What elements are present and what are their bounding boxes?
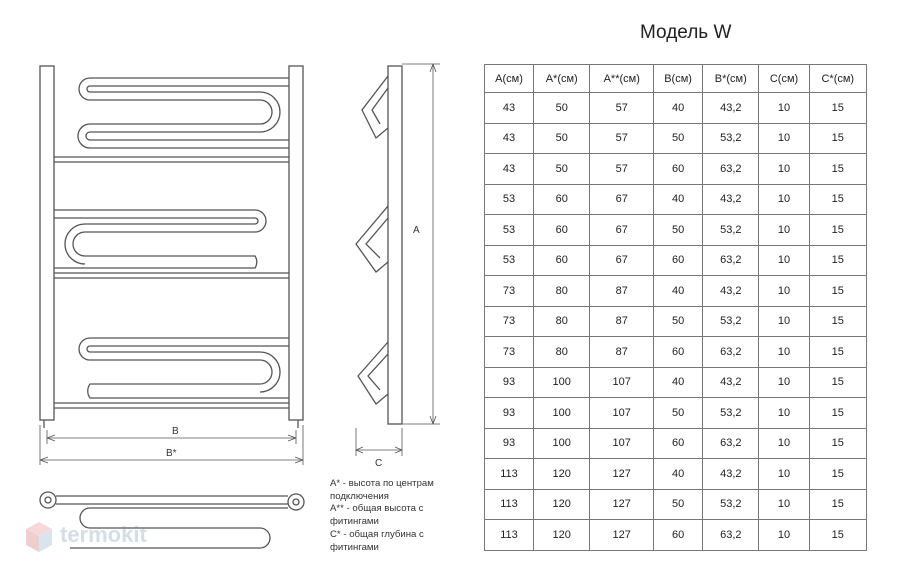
table-row [485,215,867,246]
side-hook-2 [356,206,388,272]
table-cell: 15 [809,184,866,215]
dim-label-b-star: В* [166,448,177,459]
table-cell: 15 [809,306,866,337]
column-header: А*(см) [534,65,590,93]
table-row [485,459,867,490]
table-cell: 57 [590,93,654,124]
table-cell: 15 [809,123,866,154]
serpentine-3 [79,338,289,398]
table-cell: 10 [759,215,809,246]
table-cell: 53,2 [703,306,759,337]
side-hook-3 [358,342,388,404]
table-cell: 60 [534,215,590,246]
table-cell: 127 [590,520,654,551]
cube-icon [24,520,54,554]
table-cell: 10 [759,123,809,154]
table-cell: 53,2 [703,215,759,246]
table-row [485,367,867,398]
table-cell: 40 [654,276,703,307]
table-cell: 127 [590,459,654,490]
table-cell: 15 [809,154,866,185]
table-cell: 40 [654,93,703,124]
side-hook-1 [362,76,388,138]
table-row [485,398,867,429]
dim-label-c: С [375,458,383,469]
table-cell: 40 [654,184,703,215]
table-cell: 10 [759,276,809,307]
table-row [485,428,867,459]
table-cell: 10 [759,398,809,429]
table-cell: 10 [759,520,809,551]
table-cell: 87 [590,306,654,337]
table-cell: 50 [654,215,703,246]
table-cell: 57 [590,154,654,185]
notes [330,478,465,554]
table-cell: 15 [809,367,866,398]
table-cell: 53,2 [703,123,759,154]
dim-label-b: В [172,426,179,437]
table-cell: 43,2 [703,93,759,124]
table-cell: 53 [485,215,534,246]
table-cell: 87 [590,276,654,307]
table-cell: 10 [759,154,809,185]
table-cell: 80 [534,306,590,337]
right-post [289,66,303,420]
table-row [485,93,867,124]
table-cell: 67 [590,184,654,215]
table-row [485,184,867,215]
table-cell: 10 [759,459,809,490]
table-cell: 10 [759,489,809,520]
top-left-fitting [40,492,56,508]
table-cell: 60 [654,520,703,551]
note-a-double-star: А** - общая высота с фитингами [330,503,424,528]
table-cell: 107 [590,398,654,429]
table-cell: 43,2 [703,367,759,398]
table-cell: 15 [809,428,866,459]
table-cell: 43 [485,154,534,185]
table-cell: 63,2 [703,154,759,185]
table-cell: 63,2 [703,520,759,551]
termokit-logo [24,518,174,560]
table-cell: 73 [485,276,534,307]
table-header-row [485,65,867,93]
table-cell: 53,2 [703,489,759,520]
table-cell: 50 [534,93,590,124]
table-cell: 15 [809,245,866,276]
table-row [485,337,867,368]
table-row [485,306,867,337]
table-cell: 60 [654,245,703,276]
table-cell: 40 [654,367,703,398]
left-post [40,66,54,420]
note-a-star: А* - высота по центрам подключения [330,478,434,502]
table-cell: 15 [809,489,866,520]
table-cell: 67 [590,215,654,246]
dim-label-a: А [413,225,420,236]
table-cell: 15 [809,215,866,246]
table-row [485,489,867,520]
table-cell: 60 [654,428,703,459]
table-cell: 113 [485,489,534,520]
table-row [485,520,867,551]
specs-table [484,64,867,551]
table-cell: 67 [590,245,654,276]
table-cell: 10 [759,306,809,337]
table-cell: 63,2 [703,428,759,459]
table-cell: 50 [654,489,703,520]
table-cell: 100 [534,367,590,398]
table-cell: 50 [654,398,703,429]
serpentine-2 [54,210,266,268]
table-cell: 113 [485,520,534,551]
table-cell: 43 [485,93,534,124]
table-cell: 15 [809,459,866,490]
table-cell: 120 [534,489,590,520]
table-cell: 10 [759,93,809,124]
table-cell: 43,2 [703,184,759,215]
table-cell: 73 [485,337,534,368]
table-row [485,245,867,276]
table-cell: 15 [809,520,866,551]
table-row [485,154,867,185]
table-cell: 15 [809,337,866,368]
table-cell: 15 [809,276,866,307]
column-header: А(см) [485,65,534,93]
serpentine-1 [78,78,289,148]
table-cell: 120 [534,459,590,490]
table-cell: 80 [534,276,590,307]
table-cell: 60 [654,337,703,368]
table-cell: 107 [590,428,654,459]
table-cell: 100 [534,428,590,459]
table-cell: 100 [534,398,590,429]
model-title: Модель W [640,22,732,43]
table-cell: 63,2 [703,245,759,276]
table-cell: 50 [654,306,703,337]
table-cell: 53,2 [703,398,759,429]
table-cell: 43 [485,123,534,154]
table-row [485,276,867,307]
table-cell: 10 [759,428,809,459]
table-cell: 10 [759,184,809,215]
table-cell: 120 [534,520,590,551]
column-header: С(см) [759,65,809,93]
note-c-star: С* - общая глубина с фитингами [330,528,424,553]
table-cell: 43,2 [703,459,759,490]
table-cell: 87 [590,337,654,368]
logo-text: termokit [60,522,147,547]
column-header: А**(см) [590,65,654,93]
table-cell: 60 [534,245,590,276]
table-cell: 63,2 [703,337,759,368]
table-cell: 93 [485,428,534,459]
table-cell: 15 [809,398,866,429]
table-cell: 15 [809,93,866,124]
side-post [388,66,402,424]
table-cell: 127 [590,489,654,520]
top-right-fitting [288,494,304,510]
table-cell: 50 [534,123,590,154]
column-header: В*(см) [703,65,759,93]
table-cell: 60 [654,154,703,185]
table-cell: 53 [485,245,534,276]
table-cell: 10 [759,367,809,398]
table-cell: 53 [485,184,534,215]
table-cell: 80 [534,337,590,368]
table-cell: 40 [654,459,703,490]
table-row [485,123,867,154]
table-cell: 113 [485,459,534,490]
table-cell: 57 [590,123,654,154]
table-cell: 10 [759,337,809,368]
table-cell: 93 [485,367,534,398]
table-cell: 60 [534,184,590,215]
table-cell: 50 [654,123,703,154]
column-header: В(см) [654,65,703,93]
column-header: С*(см) [809,65,866,93]
table-cell: 93 [485,398,534,429]
table-cell: 73 [485,306,534,337]
table-cell: 50 [534,154,590,185]
table-cell: 43,2 [703,276,759,307]
table-cell: 107 [590,367,654,398]
table-body [485,93,867,551]
table-cell: 10 [759,245,809,276]
